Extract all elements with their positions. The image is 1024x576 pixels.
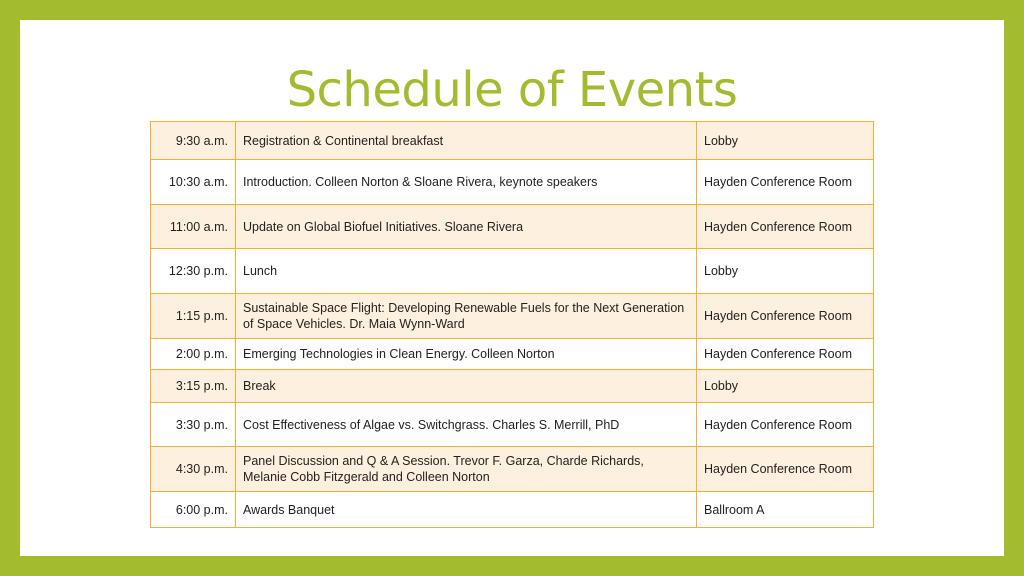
event-cell: Sustainable Space Flight: Developing Renewable Fuels for the Next Generation of Space Vehicles. Dr. Maia Wynn-Ward: [236, 294, 697, 339]
event-cell: Lunch: [236, 249, 697, 294]
time-cell: 3:30 p.m.: [151, 403, 236, 447]
time-cell: 2:00 p.m.: [151, 339, 236, 370]
schedule-table: [150, 121, 874, 528]
time-cell: 1:15 p.m.: [151, 294, 236, 339]
location-cell: Hayden Conference Room: [697, 447, 874, 492]
location-cell: Ballroom A: [697, 492, 874, 528]
page-title: Schedule of Events: [286, 62, 738, 118]
time-cell: 4:30 p.m.: [151, 447, 236, 492]
location-cell: Hayden Conference Room: [697, 403, 874, 447]
event-cell: Update on Global Biofuel Initiatives. Sloane Rivera: [236, 205, 697, 249]
table-row: [151, 160, 874, 205]
event-cell: Break: [236, 370, 697, 403]
event-cell: Cost Effectiveness of Algae vs. Switchgrass. Charles S. Merrill, PhD: [236, 403, 697, 447]
time-cell: 11:00 a.m.: [151, 205, 236, 249]
table-row: [151, 249, 874, 294]
table-row: [151, 370, 874, 403]
time-cell: 6:00 p.m.: [151, 492, 236, 528]
table-row: [151, 403, 874, 447]
time-cell: 9:30 a.m.: [151, 122, 236, 160]
event-cell: Registration & Continental breakfast: [236, 122, 697, 160]
time-cell: 12:30 p.m.: [151, 249, 236, 294]
event-cell: Emerging Technologies in Clean Energy. Colleen Norton: [236, 339, 697, 370]
table-row: [151, 122, 874, 160]
slide: [20, 20, 1004, 556]
time-cell: 3:15 p.m.: [151, 370, 236, 403]
location-cell: Lobby: [697, 370, 874, 403]
location-cell: Lobby: [697, 249, 874, 294]
location-cell: Hayden Conference Room: [697, 205, 874, 249]
location-cell: Lobby: [697, 122, 874, 160]
table-row: [151, 447, 874, 492]
table-row: [151, 492, 874, 528]
table-row: [151, 205, 874, 249]
location-cell: Hayden Conference Room: [697, 294, 874, 339]
table-row: [151, 339, 874, 370]
table-row: [151, 294, 874, 339]
event-cell: Awards Banquet: [236, 492, 697, 528]
location-cell: Hayden Conference Room: [697, 339, 874, 370]
event-cell: Panel Discussion and Q & A Session. Trevor F. Garza, Charde Richards, Melanie Cobb Fitzgerald and Colleen Norton: [236, 447, 697, 492]
time-cell: 10:30 a.m.: [151, 160, 236, 205]
location-cell: Hayden Conference Room: [697, 160, 874, 205]
event-cell: Introduction. Colleen Norton & Sloane Rivera, keynote speakers: [236, 160, 697, 205]
